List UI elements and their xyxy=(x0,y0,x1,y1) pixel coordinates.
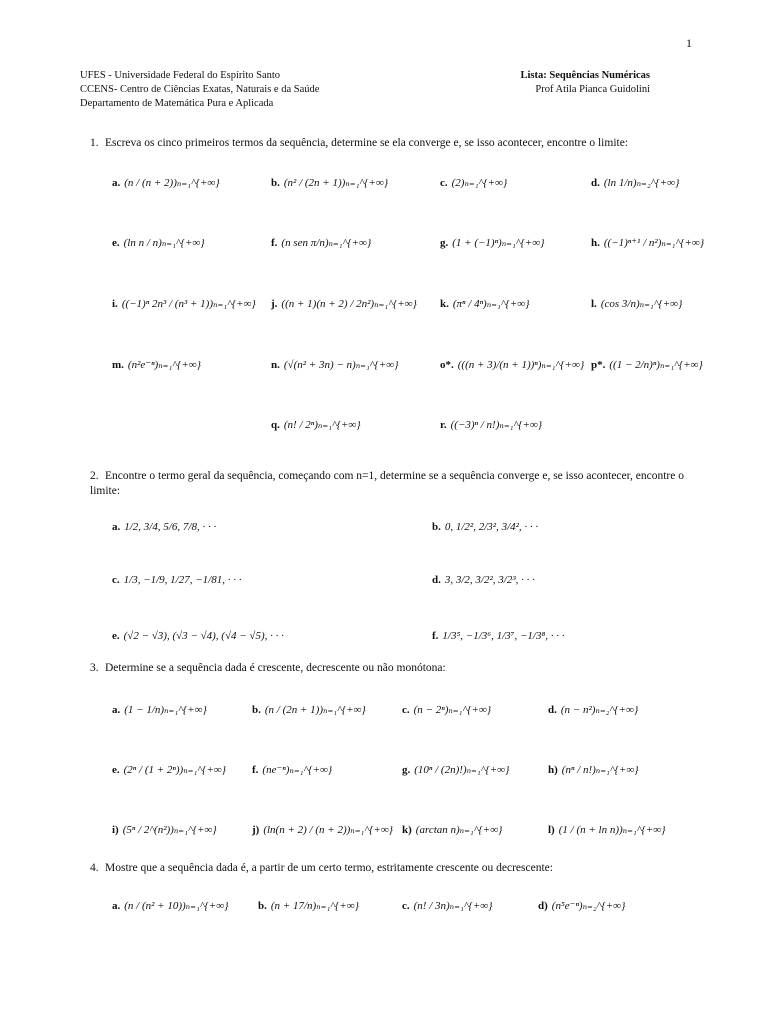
exercise-item xyxy=(271,236,371,250)
exercise-expression: (n / (n + 2))ₙ₌₁^{+∞} xyxy=(124,177,220,189)
exercise-expression: 3, 3/2, 3/2², 3/2³, · · · xyxy=(444,574,535,586)
exercise-label: f. xyxy=(432,630,439,642)
exercise-expression: (arctan n)ₙ₌₁^{+∞} xyxy=(415,824,503,836)
exercise-expression: (n! / 2ⁿ)ₙ₌₁^{+∞} xyxy=(283,419,361,431)
center-name: CCENS- Centro de Ciências Exatas, Naturais e da Saúde xyxy=(80,84,320,95)
exercise-item xyxy=(112,297,256,311)
exercise-item xyxy=(591,297,682,311)
professor: Prof Atila Pianca Guidolini xyxy=(535,84,650,95)
exercise-item xyxy=(548,703,638,717)
exercise-expression: (n! / 3n)ₙ₌₁^{+∞} xyxy=(413,900,493,912)
exercise-label: d) xyxy=(538,900,548,912)
exercise-expression: (2)ₙ₌₁^{+∞} xyxy=(451,177,508,189)
department: Departamento de Matemática Pura e Aplicada xyxy=(80,98,274,109)
exercise-item xyxy=(591,358,703,372)
exercise-label: b. xyxy=(258,900,267,912)
exercise-item xyxy=(548,823,665,837)
exercise-expression: (n − n²)ₙ₌₂^{+∞} xyxy=(560,704,639,716)
exercise-label: d. xyxy=(548,704,557,716)
exercise-label: b. xyxy=(271,177,280,189)
question-1 xyxy=(90,136,700,151)
exercise-label: e. xyxy=(112,237,120,249)
exercise-item xyxy=(112,763,226,777)
header-left xyxy=(80,69,319,111)
exercise-label: a. xyxy=(112,177,121,189)
exercise-item xyxy=(432,629,565,643)
exercise-expression: (√2 − √3), (√3 − √4), (√4 − √5), · · · xyxy=(123,630,284,642)
exercise-expression: (2ⁿ / (1 + 2ⁿ))ₙ₌₁^{+∞} xyxy=(123,764,226,776)
exercise-expression: (n² / (2n + 1))ₙ₌₁^{+∞} xyxy=(283,177,389,189)
exercise-expression: (1 − 1/n)ₙ₌₁^{+∞} xyxy=(124,704,207,716)
exercise-item xyxy=(112,176,220,190)
exercise-expression: (nⁿ / n!)ₙ₌₁^{+∞} xyxy=(561,764,639,776)
exercise-label: e. xyxy=(112,630,120,642)
exercise-label: o*. xyxy=(440,359,454,371)
exercise-item xyxy=(112,358,201,372)
exercise-expression: (n − 2ⁿ)ₙ₌₁^{+∞} xyxy=(413,704,492,716)
exercise-item xyxy=(591,176,679,190)
exercise-item xyxy=(252,823,393,837)
exercise-expression: (n²e⁻ⁿ)ₙ₌₁^{+∞} xyxy=(127,359,201,371)
list-title: Lista: Sequências Numéricas xyxy=(520,70,650,81)
exercise-expression: ((n + 1)(n + 2) / 2n²)ₙ₌₁^{+∞} xyxy=(281,298,417,310)
exercise-label: i. xyxy=(112,298,118,310)
exercise-item xyxy=(440,176,507,190)
exercise-expression: ((1 − 2/n)ⁿ)ₙ₌₁^{+∞} xyxy=(609,359,703,371)
exercise-label: d. xyxy=(432,574,441,586)
exercise-expression: (ln 1/n)ₙ₌₂^{+∞} xyxy=(603,177,680,189)
exercise-label: l. xyxy=(591,298,597,310)
exercise-expression: (((n + 3)/(n + 1))ⁿ)ₙ₌₁^{+∞} xyxy=(457,359,585,371)
exercise-label: k. xyxy=(440,298,449,310)
exercise-item xyxy=(538,899,625,913)
exercise-item xyxy=(112,236,205,250)
exercise-label: g. xyxy=(402,764,411,776)
exercise-label: c. xyxy=(402,900,410,912)
exercise-expression: (10ⁿ / (2n)!)ₙ₌₁^{+∞} xyxy=(414,764,510,776)
header-right xyxy=(460,69,650,97)
exercise-item xyxy=(440,297,530,311)
question-number: 3. xyxy=(90,662,99,674)
exercise-item xyxy=(271,358,399,372)
exercise-expression: 1/2, 3/4, 5/6, 7/8, · · · xyxy=(124,521,217,533)
question-4 xyxy=(90,861,700,876)
exercise-expression: (√(n² + 3n) − n)ₙ₌₁^{+∞} xyxy=(283,359,399,371)
exercise-label: d. xyxy=(591,177,600,189)
exercise-expression: 1/3⁵, −1/3⁶, 1/3⁷, −1/3⁸, · · · xyxy=(442,630,565,642)
exercise-expression: (n⁵e⁻ⁿ)ₙ₌₂^{+∞} xyxy=(551,900,626,912)
exercise-label: p*. xyxy=(591,359,606,371)
exercise-label: q. xyxy=(271,419,280,431)
exercise-expression: (πⁿ / 4ⁿ)ₙ₌₁^{+∞} xyxy=(452,298,530,310)
exercise-label: n. xyxy=(271,359,280,371)
exercise-item xyxy=(271,176,388,190)
exercise-label: c. xyxy=(112,574,120,586)
exercise-expression: (5ⁿ / 2^(n²))ₙ₌₁^{+∞} xyxy=(122,824,217,836)
exercise-item xyxy=(112,573,241,587)
exercise-label: c. xyxy=(440,177,448,189)
exercise-expression: (n / (2n + 1))ₙ₌₁^{+∞} xyxy=(264,704,366,716)
exercise-label: a. xyxy=(112,900,121,912)
exercise-label: g. xyxy=(440,237,449,249)
exercise-item xyxy=(591,236,704,250)
exercise-expression: ((−1)ⁿ⁺¹ / n²)ₙ₌₁^{+∞} xyxy=(603,237,705,249)
exercise-expression: (ne⁻ⁿ)ₙ₌₁^{+∞} xyxy=(262,764,333,776)
exercise-expression: ((−3)ⁿ / n!)ₙ₌₁^{+∞} xyxy=(450,419,543,431)
exercise-label: b. xyxy=(432,521,441,533)
question-text: Escreva os cinco primeiros termos da sequência, determine se ela converge e, se isso acontecer, encontre o limite: xyxy=(105,137,629,149)
exercise-label: h. xyxy=(591,237,600,249)
exercise-item xyxy=(112,899,228,913)
exercise-item xyxy=(271,418,361,432)
exercise-item xyxy=(432,573,535,587)
exercise-label: m. xyxy=(112,359,124,371)
institution: UFES - Universidade Federal do Espírito Santo xyxy=(80,70,281,81)
exercise-expression: ((−1)ⁿ 2n³ / (n³ + 1))ₙ₌₁^{+∞} xyxy=(121,298,256,310)
exercise-expression: (1 + (−1)ⁿ)ₙ₌₁^{+∞} xyxy=(452,237,545,249)
exercise-expression: (ln n / n)ₙ₌₁^{+∞} xyxy=(123,237,205,249)
exercise-item xyxy=(252,703,366,717)
question-text: Mostre que a sequência dada é, a partir de um certo termo, estritamente crescente ou decrescente: xyxy=(105,862,553,874)
exercise-label: l) xyxy=(548,824,555,836)
exercise-label: h) xyxy=(548,764,558,776)
exercise-label: i) xyxy=(112,824,119,836)
exercise-item xyxy=(440,418,542,432)
exercise-item xyxy=(252,763,332,777)
exercise-expression: (ln(n + 2) / (n + 2))ₙ₌₁^{+∞} xyxy=(263,824,394,836)
exercise-item xyxy=(112,703,207,717)
exercise-label: j. xyxy=(271,298,278,310)
exercise-label: f. xyxy=(252,764,259,776)
exercise-item xyxy=(402,823,502,837)
question-text: Encontre o termo geral da sequência, começando com n=1, determine se a sequência converge e, se isso acontecer, encontre o limite: xyxy=(90,470,684,497)
question-number: 4. xyxy=(90,862,99,874)
exercise-item xyxy=(258,899,359,913)
exercise-expression: (n / (n² + 10))ₙ₌₁^{+∞} xyxy=(124,900,229,912)
question-number: 2. xyxy=(90,470,99,482)
exercise-label: b. xyxy=(252,704,261,716)
exercise-item xyxy=(440,358,584,372)
question-2 xyxy=(90,469,700,499)
exercise-expression: 0, 1/2², 2/3², 3/4², · · · xyxy=(444,521,539,533)
question-text: Determine se a sequência dada é crescente, decrescente ou não monótona: xyxy=(105,662,446,674)
exercise-label: e. xyxy=(112,764,120,776)
exercise-label: a. xyxy=(112,521,121,533)
exercise-label: c. xyxy=(402,704,410,716)
exercise-expression: (1 / (n + ln n))ₙ₌₁^{+∞} xyxy=(558,824,666,836)
exercise-label: k) xyxy=(402,824,412,836)
exercise-expression: (n sen π/n)ₙ₌₁^{+∞} xyxy=(281,237,372,249)
exercise-item xyxy=(432,520,538,534)
exercise-item xyxy=(548,763,639,777)
exercise-item xyxy=(402,703,491,717)
exercise-item xyxy=(440,236,545,250)
exercise-item xyxy=(402,763,509,777)
exercise-item xyxy=(112,823,217,837)
exercise-label: a. xyxy=(112,704,121,716)
exercise-expression: (cos 3/n)ₙ₌₁^{+∞} xyxy=(600,298,683,310)
exercise-label: f. xyxy=(271,237,278,249)
exercise-item xyxy=(402,899,492,913)
exercise-item xyxy=(112,629,284,643)
exercise-expression: 1/3, −1/9, 1/27, −1/81, · · · xyxy=(123,574,242,586)
exercise-item xyxy=(271,297,417,311)
question-3 xyxy=(90,661,700,676)
exercise-expression: (n + 17/n)ₙ₌₁^{+∞} xyxy=(270,900,359,912)
exercise-label: j) xyxy=(252,824,260,836)
exercise-item xyxy=(112,520,216,534)
page-number: 1 xyxy=(686,36,692,50)
exercise-label: r. xyxy=(440,419,447,431)
question-number: 1. xyxy=(90,137,99,149)
